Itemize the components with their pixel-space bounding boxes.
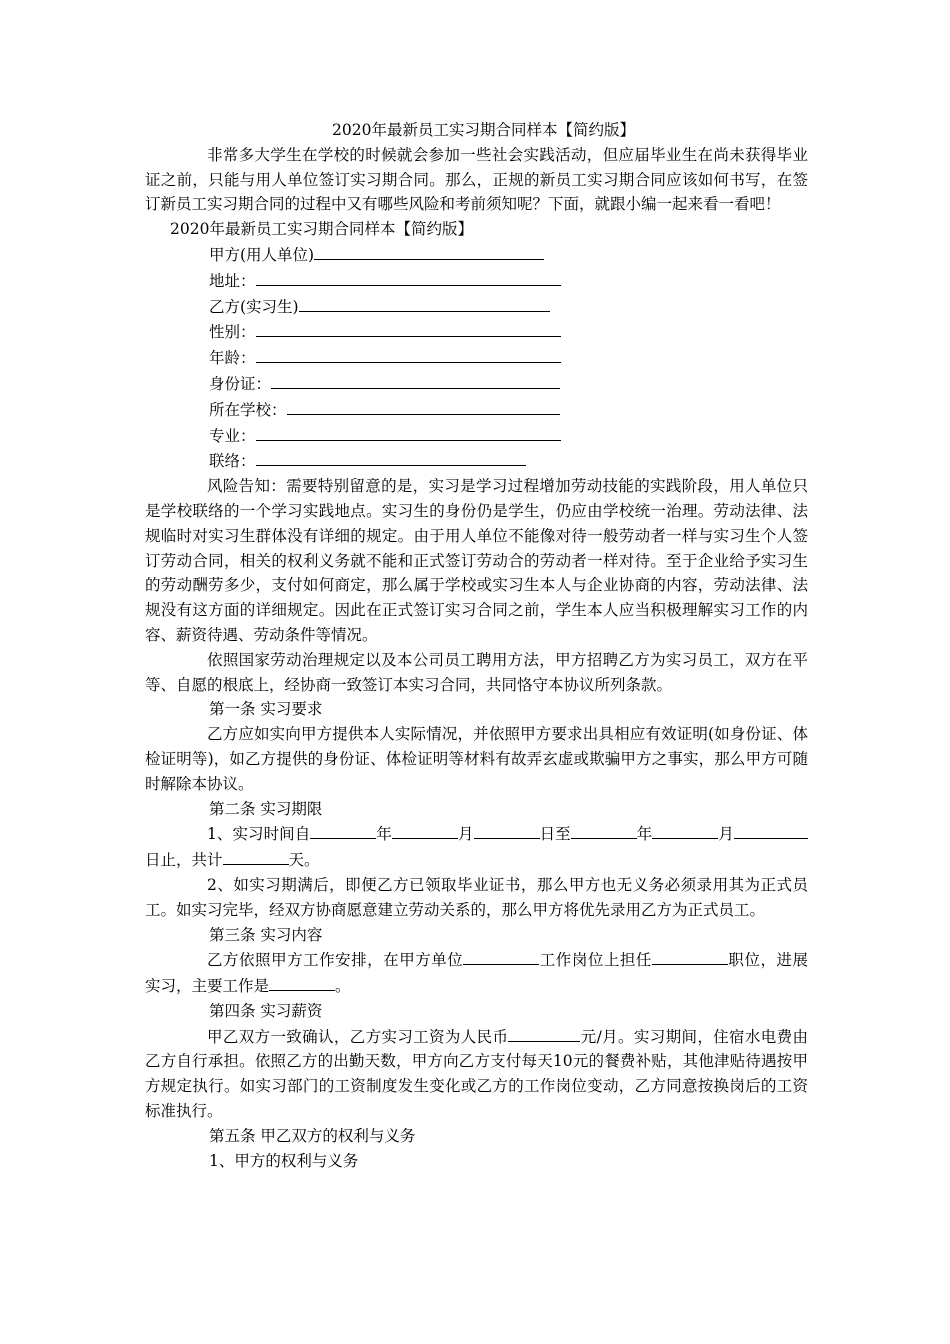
id-card-blank[interactable] xyxy=(271,371,560,389)
field-major: 专业： xyxy=(145,423,808,449)
article-3-body: 乙方依照甲方工作安排，在甲方单位 工作岗位上担任 职位，进展实习，主要工作是 。 xyxy=(145,947,808,999)
subtitle: 2020年最新员工实习期合同样本【简约版】 xyxy=(170,220,473,239)
document-page xyxy=(145,118,808,1173)
article-2-item-1: 1、实习时间自 年 月 日至 年 月日止，共计 天。 xyxy=(145,821,808,873)
contact-blank[interactable] xyxy=(256,448,526,466)
field-school: 所在学校： xyxy=(145,397,808,423)
party-b-blank[interactable] xyxy=(299,294,550,312)
gender-blank[interactable] xyxy=(256,319,561,337)
field-party-b: 乙方(实习生) xyxy=(145,294,808,320)
major-blank[interactable] xyxy=(256,423,561,441)
article-1-body: 乙方应如实向甲方提供本人实际情况，并依照甲方要求出具相应有效证明(如身份证、体检证明等)，如乙方提供的身份证、体检证明等材料有故弄玄虚或欺骗甲方之事实，那么甲方可随时解除本协议。 xyxy=(145,725,808,793)
article-2-heading: 第二条 实习期限 xyxy=(209,799,323,818)
field-party-a: 甲方(用人单位) xyxy=(145,242,808,268)
field-id-card: 身份证： xyxy=(145,371,808,397)
field-age: 年龄： xyxy=(145,345,808,371)
document-title: 2020年最新员工实习期合同样本【简约版】 xyxy=(332,121,635,139)
article-5-item-1: 1、甲方的权利与义务 xyxy=(209,1151,359,1170)
field-contact: 联络： xyxy=(145,448,808,474)
article-3-heading: 第三条 实习内容 xyxy=(209,925,323,944)
field-gender: 性别： xyxy=(145,319,808,345)
party-a-blank[interactable] xyxy=(314,242,544,260)
article-4-heading: 第四条 实习薪资 xyxy=(209,1001,323,1020)
article-2-item-2: 2、如实习期满后，即便乙方已领取毕业证书，那么甲方也无义务必须录用其为正式员工。如实习完毕，经双方协商愿意建立劳动关系的，那么甲方将优先录用乙方为正式员工。 xyxy=(145,875,808,919)
age-blank[interactable] xyxy=(256,345,561,363)
risk-paragraph: 风险告知：需要特别留意的是，实习是学习过程增加劳动技能的实践阶段，用人单位只是学校联络的一个学习实践地点。实习生的身份仍是学生，仍应由学校统一治理。劳动法律、法规临时对实习生群体没有详细的规定。由于用人单位不能像对待一般劳动者一样与实习生个人签订劳动合同，相关的权利义务就不能和正式签订劳动合的劳动者一样对待。至于企业给予实习生的劳动酬劳多少，支付如何商定，那么属于学校或实习生本人与企业协商的内容，劳动法律、法规没有这方面的详细规定。因此在正式签订实习合同之前，学生本人应当积极理解实习工作的内容、薪资待遇、劳动条件等情况。 xyxy=(145,477,808,644)
intro-paragraph: 非常多大学生在学校的时候就会参加一些社会实践活动，但应届毕业生在尚未获得毕业证之前，只能与用人单位签订实习期合同。那么，正规的新员工实习期合同应该如何书写，在签订新员工实习期合同的过程中又有哪些风险和考前须知呢？下面，就跟小编一起来看一看吧！ xyxy=(145,145,808,214)
article-1-heading: 第一条 实习要求 xyxy=(209,700,323,719)
article-5-heading: 第五条 甲乙双方的权利与义务 xyxy=(209,1126,416,1145)
article-4-body: 甲乙双方一致确认，乙方实习工资为人民币 元/月。实习期间，住宿水电费由乙方自行承担。依照乙方的出勤天数，甲方向乙方支付每天10元的餐费补贴，其他津贴待遇按甲方规定执行。如实习部门的工资制度发生变化或乙方的工作岗位变动，乙方同意按换岗后的工资标准执行。 xyxy=(145,1024,808,1124)
school-blank[interactable] xyxy=(287,397,560,415)
basis-paragraph: 依照国家劳动治理规定以及本公司员工聘用方法，甲方招聘乙方为实习员工，双方在平等、自愿的根底上，经协商一致签订本实习合同，共同恪守本协议所列条款。 xyxy=(145,650,808,694)
field-address: 地址： xyxy=(145,268,808,294)
address-blank[interactable] xyxy=(256,268,561,286)
